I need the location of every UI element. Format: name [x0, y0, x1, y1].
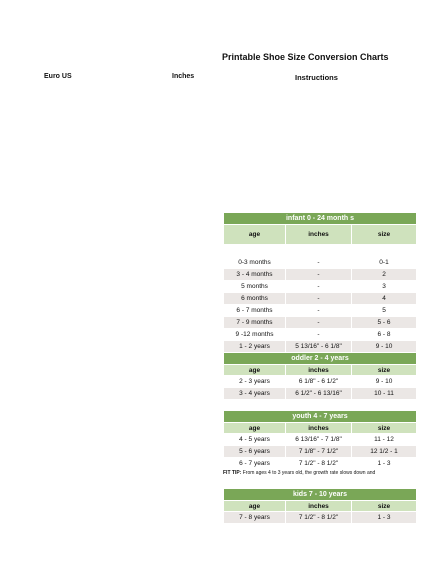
table-row	[224, 245, 417, 257]
cell: -	[286, 281, 352, 293]
cell: -	[286, 269, 352, 281]
col-inches: inches	[286, 365, 352, 376]
cell: 5 13/16" - 6 1/8"	[286, 341, 352, 353]
table-row	[224, 341, 417, 353]
table-row	[224, 512, 417, 524]
cell: 4	[352, 293, 417, 305]
cell: 11 - 12	[352, 434, 417, 446]
cell: 2 - 3 years	[224, 376, 286, 388]
fit-tip	[223, 470, 375, 476]
cell: 10 - 11	[352, 388, 417, 400]
fit-tip-label: FIT TIP:	[223, 470, 242, 476]
table-row	[224, 329, 417, 341]
cell: 6 - 8	[352, 329, 417, 341]
table-row	[224, 446, 417, 458]
youth-chart	[223, 410, 417, 470]
table-row	[224, 269, 417, 281]
cell: 7 1/2" - 8 1/2"	[286, 512, 352, 524]
col-inches: inches	[286, 225, 352, 245]
cell: 7 - 9 months	[224, 317, 286, 329]
inches-heading: Inches	[172, 73, 195, 80]
cell: 7 - 8 years	[224, 512, 286, 524]
table-row	[224, 376, 417, 388]
cell: 6 1/8" - 6 1/2"	[286, 376, 352, 388]
cell: 7 1/2" - 8 1/2"	[286, 458, 352, 470]
toddler-chart-title: oddler 2 - 4 years	[224, 353, 417, 365]
table-row	[224, 458, 417, 470]
page-title: Printable Shoe Size Conversion Charts	[222, 52, 389, 62]
cell: -	[286, 257, 352, 269]
table-row	[224, 293, 417, 305]
cell: 0-3 months	[224, 257, 286, 269]
cell	[352, 245, 417, 257]
cell: 4 - 5 years	[224, 434, 286, 446]
cell: 6 - 7 years	[224, 458, 286, 470]
col-size: size	[352, 365, 417, 376]
cell: -	[286, 305, 352, 317]
table-row	[224, 317, 417, 329]
infant-chart-title: infant 0 - 24 month s	[224, 213, 417, 225]
col-size: size	[352, 423, 417, 434]
cell: -	[286, 317, 352, 329]
cell: -	[286, 329, 352, 341]
cell: 5 - 6 years	[224, 446, 286, 458]
cell: 5 months	[224, 281, 286, 293]
cell: 6 months	[224, 293, 286, 305]
table-row	[224, 281, 417, 293]
table-row	[224, 434, 417, 446]
cell: -	[286, 293, 352, 305]
cell: 7 1/8" - 7 1/2"	[286, 446, 352, 458]
cell: 6 - 7 months	[224, 305, 286, 317]
col-age: age	[224, 501, 286, 512]
cell: 2	[352, 269, 417, 281]
toddler-chart	[223, 352, 417, 400]
cell: 12 1/2 - 1	[352, 446, 417, 458]
infant-chart	[223, 212, 417, 353]
col-age: age	[224, 225, 286, 245]
cell: 1 - 3	[352, 512, 417, 524]
table-row	[224, 257, 417, 269]
col-inches: inches	[286, 501, 352, 512]
cell: 3 - 4 years	[224, 388, 286, 400]
col-size: size	[352, 225, 417, 245]
youth-chart-title: youth 4 - 7 years	[224, 411, 417, 423]
cell: 6 1/2" - 6 13/16"	[286, 388, 352, 400]
cell	[224, 245, 286, 257]
table-row	[224, 305, 417, 317]
cell: 5 - 6	[352, 317, 417, 329]
cell: 6 13/16" - 7 1/8"	[286, 434, 352, 446]
cell	[286, 245, 352, 257]
cell: 3	[352, 281, 417, 293]
cell: 9 - 10	[352, 341, 417, 353]
kids-chart	[223, 488, 417, 524]
cell: 9 -12 months	[224, 329, 286, 341]
table-row	[224, 388, 417, 400]
cell: 1 - 3	[352, 458, 417, 470]
cell: 5	[352, 305, 417, 317]
col-age: age	[224, 423, 286, 434]
cell: 9 - 10	[352, 376, 417, 388]
cell: 0-1	[352, 257, 417, 269]
col-inches: inches	[286, 423, 352, 434]
col-age: age	[224, 365, 286, 376]
euro-us-heading: Euro US	[44, 73, 72, 80]
instructions-heading: Instructions	[295, 73, 338, 82]
col-size: size	[352, 501, 417, 512]
fit-tip-text: From ages 4 to 3 years old, the growth rate slows down and	[241, 470, 376, 476]
cell: 1 - 2 years	[224, 341, 286, 353]
kids-chart-title: kids 7 - 10 years	[224, 489, 417, 501]
cell: 3 - 4 months	[224, 269, 286, 281]
